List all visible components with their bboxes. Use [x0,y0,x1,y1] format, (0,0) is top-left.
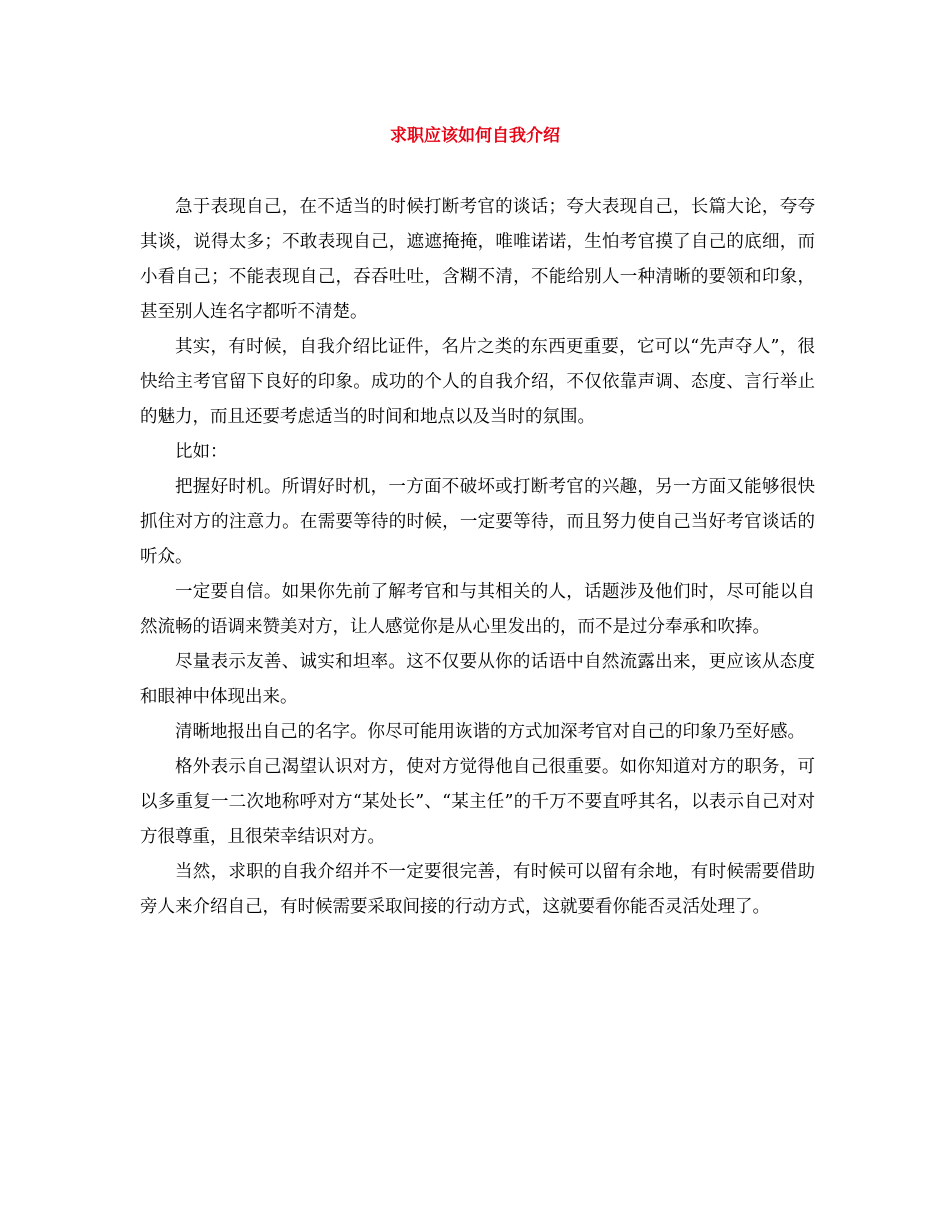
paragraph: 其实，有时候，自我介绍比证件，名片之类的东西更重要，它可以“先声夺人”，很快给主考官留下良好的印象。成功的个人的自我介绍，不仅依靠声调、态度、言行举止的魅力，而且还要考虑适当的时间和地点以及当时的氛围。 [140,337,815,427]
paragraph: 清晰地报出自己的名字。你尽可能用诙谐的方式加深考官对自己的印象乃至好感。 [175,722,805,742]
paragraph: 一定要自信。如果你先前了解考官和与其相关的人，话题涉及他们时，尽可能以自然流畅的语调来赞美对方，让人感觉你是从心里发出的，而不是过分奉承和吹捧。 [140,582,815,637]
paragraph: 格外表示自己渴望认识对方，使对方觉得他自己很重要。如你知道对方的职务，可以多重复一二次地称呼对方“某处长”、“某主任”的千万不要直呼其名，以表示自己对对方很尊重，且很荣幸结识对方。 [140,757,815,847]
paragraph: 当然，求职的自我介绍并不一定要很完善，有时候可以留有余地，有时候需要借助旁人来介绍自己，有时候需要采取间接的行动方式，这就要看你能否灵活处理了。 [140,862,815,917]
document-title: 求职应该如何自我介绍 [390,126,560,146]
paragraph: 尽量表示友善、诚实和坦率。这不仅要从你的话语中自然流露出来，更应该从态度和眼神中体现出来。 [140,652,815,707]
paragraph: 比如： [175,442,228,462]
paragraph: 把握好时机。所谓好时机，一方面不破坏或打断考官的兴趣，另一方面又能够很快抓住对方的注意力。在需要等待的时候，一定要等待，而且努力使自己当好考官谈话的听众。 [140,477,815,567]
document-body [140,190,815,925]
paragraph: 急于表现自己，在不适当的时候打断考官的谈话；夸大表现自己，长篇大论，夸夸其谈，说得太多；不敢表现自己，遮遮掩掩，唯唯诺诺，生怕考官摸了自己的底细，而小看自己；不能表现自己，吞吞吐吐，含糊不清，不能给别人一种清晰的要领和印象，甚至别人连名字都听不清楚。 [140,197,815,322]
